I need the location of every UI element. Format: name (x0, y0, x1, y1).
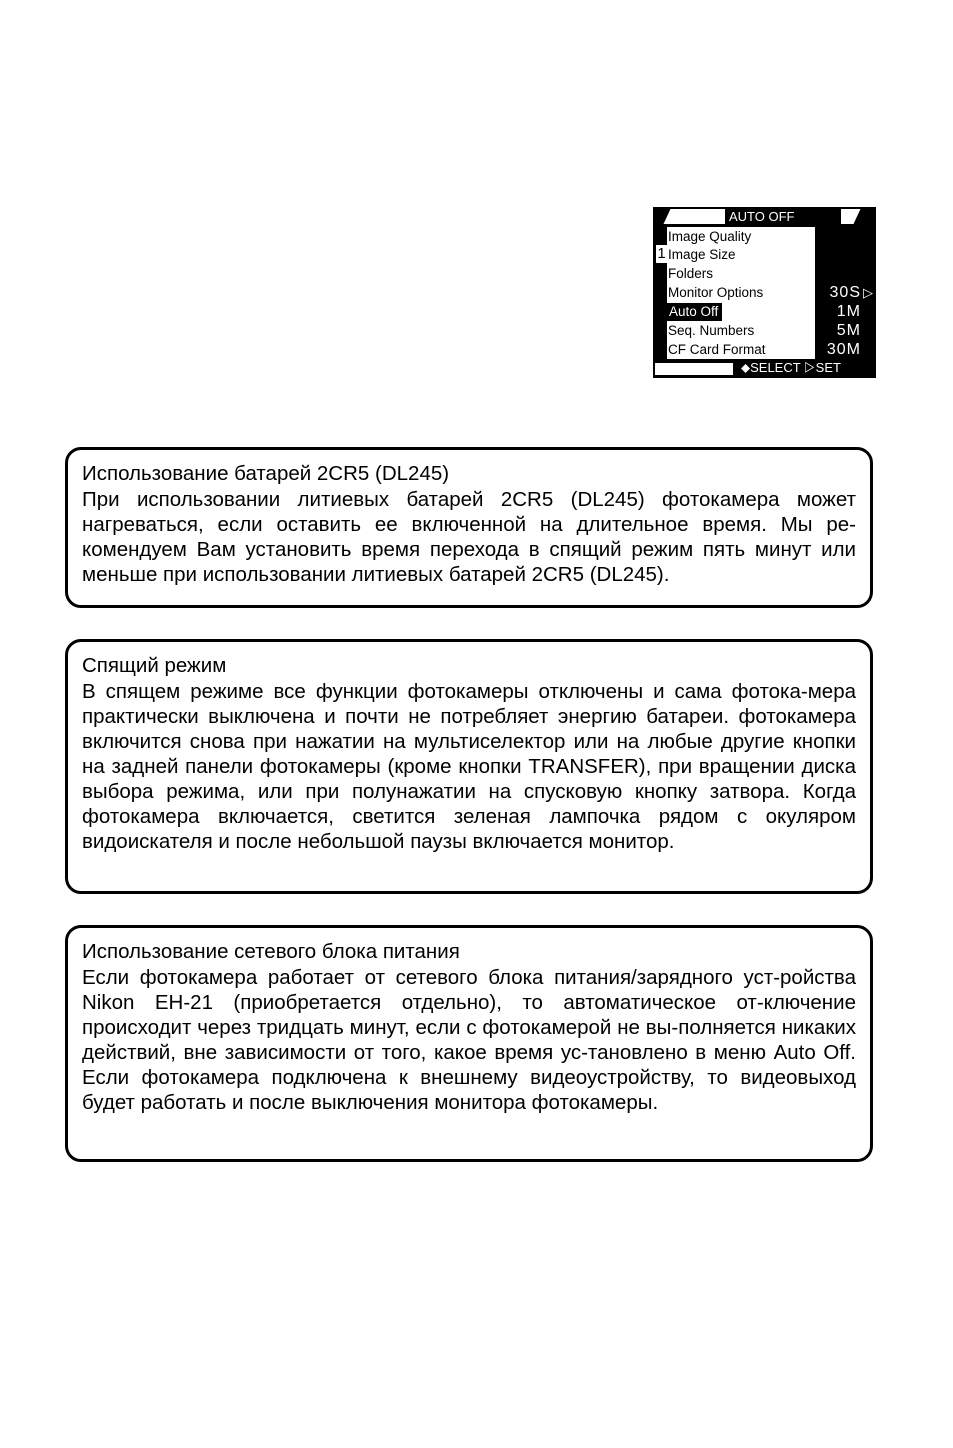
note-battery-2cr5 (65, 447, 873, 608)
right-arrow-icon: ▷ (863, 285, 874, 300)
menu-item-cf-card-format[interactable]: CF Card Format (668, 342, 766, 357)
option-30m[interactable]: 30M (826, 341, 861, 358)
menu-item-seq-numbers[interactable]: Seq. Numbers (668, 323, 755, 338)
option-30s-label: 30S (829, 284, 861, 301)
menu-item-image-size[interactable]: Image Size (668, 247, 736, 262)
note-heading: Использование сетевого блока питания (82, 940, 460, 963)
note-ac-adapter (65, 925, 873, 1162)
note-body: Если фотокамера работает от сетевого блока питания/зарядного уст-ройства Nikon EH-21 (приобретается отдельно), то автоматическое от-ключение происходит через тридцать минут, если с фотокамерой не вы-полняется никаких действий, вне зависимости от того, какое время ус-тановлено в меню Auto Off. Если фотокамера подключена к внешнему видеоустройству, то видеовыход будет работать и после выключения монитора фотокамеры. (82, 966, 856, 1114)
menu-item-monitor-options[interactable]: Monitor Options (668, 285, 764, 300)
note-sleep-mode (65, 639, 873, 894)
menu-footer-hint: ⬥SELECT ▷SET (741, 360, 841, 375)
note-heading: Спящий режим (82, 654, 227, 677)
menu-item-image-quality[interactable]: Image Quality (668, 229, 752, 244)
note-body: При использовании литиевых батарей 2CR5 (DL245) фотокамера может нагреваться, если оставить ее включенной на длительное время. Мы ре-комендуем Вам установить время перехода в спящий режим пять минут или меньше при использовании литиевых батарей 2CR5 (DL245). (82, 488, 856, 586)
note-body: В спящем режиме все функции фотокамеры отключены и сама фотока-мера практически выключена и почти не потребляет энергию батареи. фотокамера включится снова при нажатии на мультиселектор или на любые другие кнопки на задней панели фотокамеры (кроме кнопки TRANSFER), при вращении диска выбора режима, или при полунажатии на спусковую кнопку затвора. Когда фотокамера включается, светится зеленая лампочка рядом с окуляром видоискателя и после небольшой паузы включается монитор. (82, 680, 856, 853)
menu-item-auto-off[interactable]: Auto Off (667, 303, 722, 321)
option-5m[interactable]: 5M (836, 322, 861, 339)
option-1m[interactable]: 1M (836, 303, 861, 320)
menu-footer-bar (655, 363, 733, 375)
option-30s[interactable] (815, 284, 875, 302)
menu-item-folders[interactable]: Folders (668, 266, 714, 281)
menu-title: AUTO OFF (729, 209, 795, 224)
camera-menu-screen (653, 207, 876, 378)
menu-tab-number-1[interactable]: 1 (657, 245, 666, 262)
note-heading: Использование батарей 2CR5 (DL245) (82, 462, 450, 485)
